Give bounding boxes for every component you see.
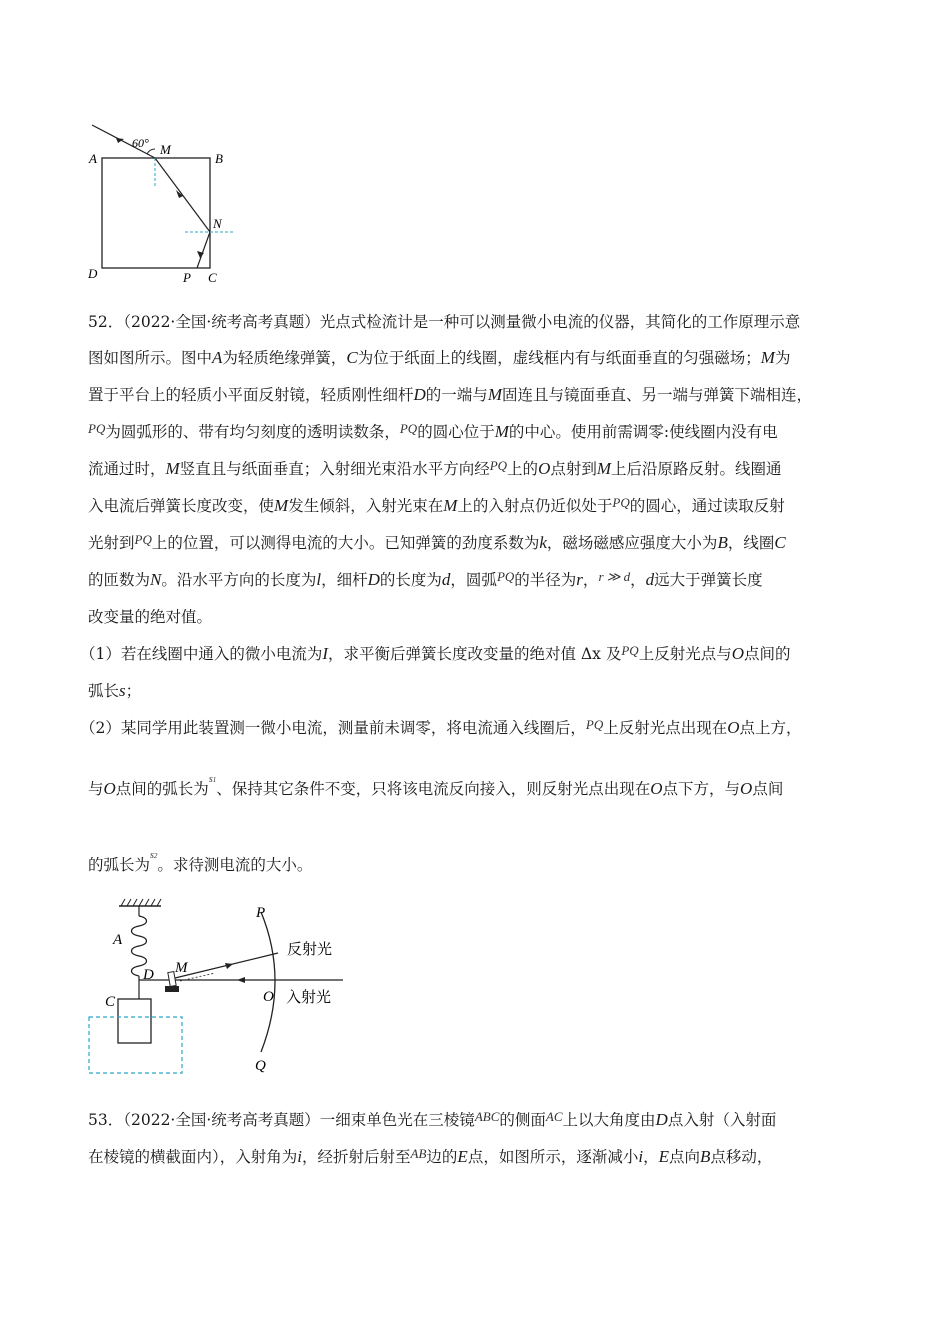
- label-a2: A: [113, 932, 123, 948]
- label-b: B: [215, 151, 223, 166]
- q52-line-2: 图如图所示。图中A为轻质绝缘弹簧，C为位于纸面上的线圈，虚线框内有与纸面垂直的匀强磁场；M为: [88, 348, 791, 367]
- incident-light-label: 入射光: [286, 988, 332, 1006]
- label-c: C: [208, 270, 217, 285]
- q52-line-9: 改变量的绝对值。: [88, 608, 213, 626]
- label-n: N: [213, 216, 222, 231]
- label-p: P: [183, 270, 191, 285]
- q53-line-1: 53．（2022·全国·统考高考真题）一细束单色光在三棱镜$^{ABC}$的侧面$^{AC}$上以大角度由D点入射（入射面: [88, 1109, 777, 1129]
- q52-sub1-line-1: （1）若在线圈中通入的微小电流为I，求平衡后弹簧长度改变量的绝对值 Δx 及$^{PQ}$上反射光点与O点间的: [80, 643, 791, 663]
- angle-label: 60°: [132, 136, 149, 150]
- label-c2: C: [105, 994, 116, 1010]
- label-m2: M: [175, 960, 188, 976]
- q52-line-7: 光射到$^{PQ}$上的位置，可以测得电流的大小。已知弹簧的劲度系数为k，磁场磁感应强度大小为B，线圈C: [88, 532, 786, 552]
- label-a: A: [89, 151, 97, 166]
- q52-sub2-line-1: （2）某同学用此装置测一微小电流，测量前未调零，将电流通入线圈后，$^{PQ}$上反射光点出现在O点上方，: [80, 717, 802, 737]
- q53-line-2: 在棱镜的横截面内），入射角为i，经折射后射至$^{AB}$边的E点，如图所示，逐渐减小i，E点向B点移动，: [88, 1146, 773, 1166]
- q52-line-4: $^{PQ}$为圆弧形的、带有均匀刻度的透明读数条，$^{PQ}$的圆心位于M的中心。使用前需调零:使线圈内没有电: [88, 421, 778, 441]
- q52-sub2-line-3: 的弧长为$^{s2}$。求待测电流的大小。: [88, 850, 313, 874]
- q52-line-8: 的匝数为N。沿水平方向的长度为l，细杆D的长度为d，圆弧$^{PQ}$的半径为r，$^{r ≫ d}$，d远大于弹簧长度: [88, 569, 763, 589]
- figure-galvanometer: [85, 896, 355, 1082]
- reflected-light-label: 反射光: [287, 940, 333, 958]
- q52-sub1-line-2: 弧长s；: [88, 681, 142, 700]
- q52-line-3: 置于平台上的轻质小平面反射镜，轻质刚性细杆D的一端与M固连且与镜面垂直、另一端与弹簧下端相连，: [88, 385, 812, 404]
- label-p2: P: [256, 905, 266, 921]
- q52-line-6: 入电流后弹簧长度改变，使M发生倾斜，入射光束在M上的入射点仍近似处于$^{PQ}$的圆心，通过读取反射: [88, 495, 785, 515]
- label-m: M: [160, 142, 171, 157]
- q52-line-5: 流通过时，M竖直且与纸面垂直；入射细光束沿水平方向经$^{PQ}$上的O点射到M上后沿原路反射。线圈通: [88, 458, 782, 478]
- label-d2: D: [143, 967, 154, 983]
- q52-sub2-line-2: 与O点间的弧长为$^{s1}$、保持其它条件不变，只将该电流反向接入，则反射光点出现在O点下方，与O点间: [88, 774, 784, 798]
- figure-square-refraction: [80, 120, 250, 290]
- label-o2: O: [263, 989, 274, 1005]
- q52-line-1: 52．（2022·全国·统考高考真题）光点式检流计是一种可以测量微小电流的仪器，其简化的工作原理示意: [88, 313, 801, 331]
- label-d: D: [88, 266, 98, 281]
- label-q2: Q: [255, 1058, 266, 1074]
